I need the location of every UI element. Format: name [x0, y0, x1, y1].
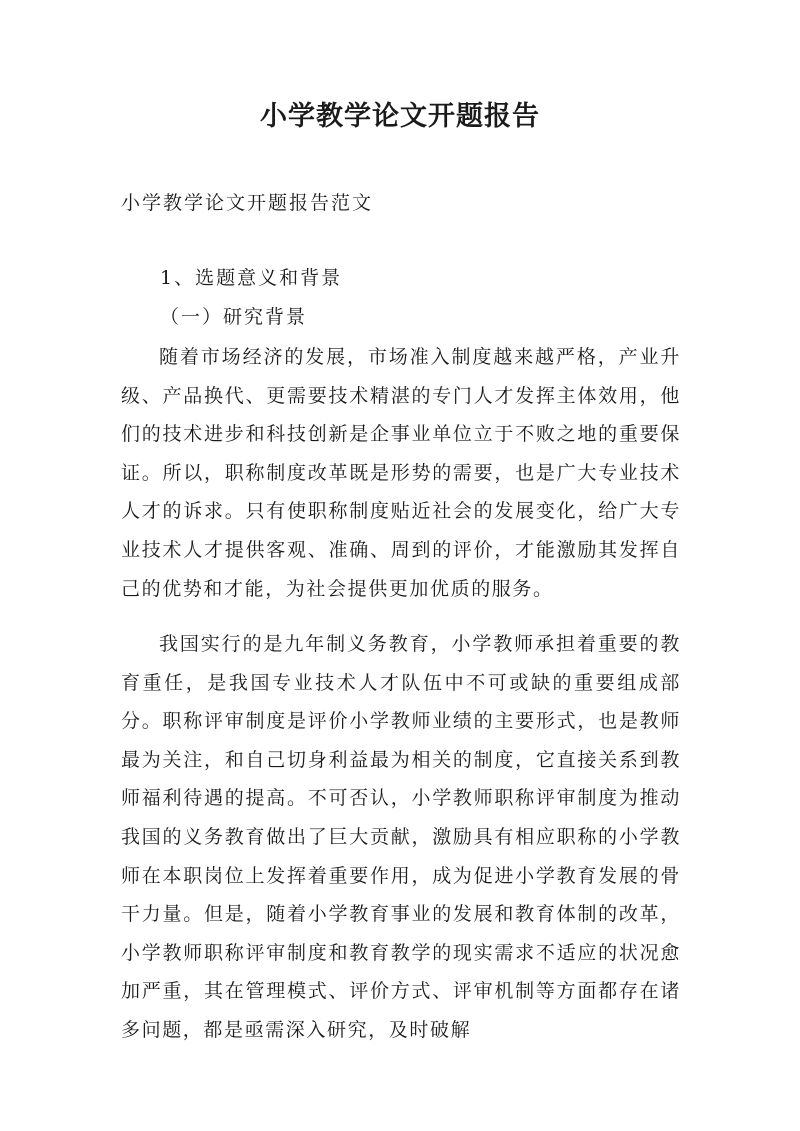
section-heading: 1、选题意义和背景 [160, 267, 343, 289]
document-title: 小学教学论文开题报告 [260, 101, 540, 132]
paragraph-1: 随着市场经济的发展，市场准入制度越来越严格，产业升级、产品换代、更需要技术精湛的专门人才发挥主体效用，他们的技术进步和科技创新是企事业单位立于不败之地的重要保证。所以，职称制度改革既是形势的需要，也是广大专业技术人才的诉求。只有使职称制度贴近社会的发展变化，给广大专业技术人才提供客观、准确、周到的评价，才能激励其发挥自己的优势和才能，为社会提供更加优质的服务。 [121, 346, 681, 600]
paragraph-2: 我国实行的是九年制义务教育，小学教师承担着重要的教育重任，是我国专业技术人才队伍中不可或缺的重要组成部分。职称评审制度是评价小学教师业绩的主要形式，也是教师最为关注，和自己切身利益最为相关的制度，它直接关系到教师福利待遇的提高。不可否认，小学教师职称评审制度为推动我国的义务教育做出了巨大贡献，激励具有相应职称的小学教师在本职岗位上发挥着重要作用，成为促进小学教育发展的骨干力量。但是，随着小学教育事业的发展和教育体制的改革，小学教师职称评审制度和教育教学的现实需求不适应的状况愈加严重，其在管理模式、评价方式、评审机制等方面都存在诸多问题，都是亟需深入研究，及时破解 [121, 633, 681, 1041]
subsection-heading: （一）研究背景 [160, 306, 308, 328]
document-subtitle: 小学教学论文开题报告范文 [121, 192, 374, 214]
